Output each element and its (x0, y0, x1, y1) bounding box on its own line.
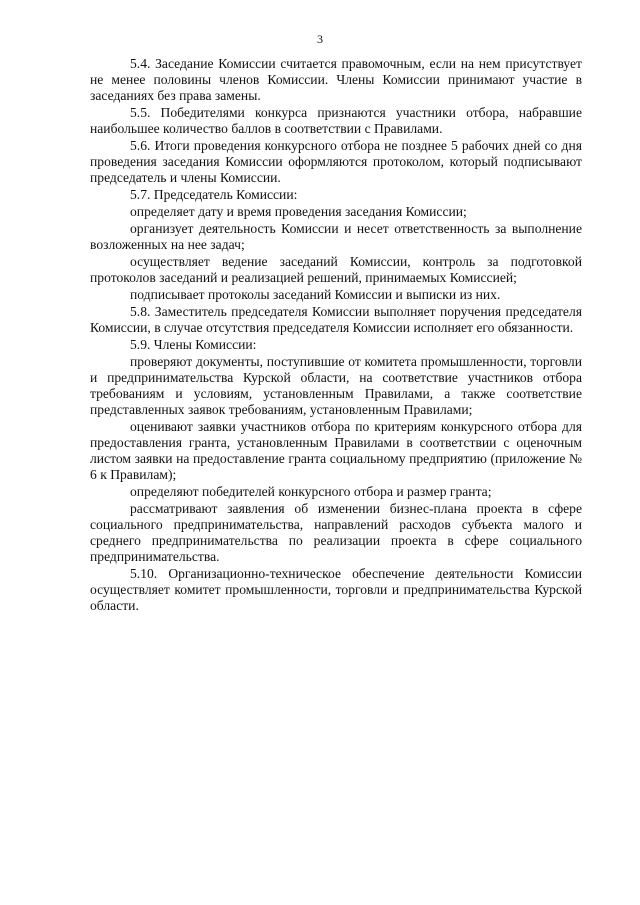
list-item-chair-conduct: осуществляет ведение заседаний Комиссии, контроль за подготовкой протоколов заседаний и реализацией решений, принимаемых Комиссией; (90, 254, 582, 285)
paragraph-5-5: 5.5. Победителями конкурса признаются участники отбора, набравшие наибольшее количество баллов в соответствии с Правилами. (90, 105, 582, 136)
list-item-members-review: рассматривают заявления об изменении бизнес-плана проекта в сфере социального предпринимательства, направлений расходов субъекта малого и среднего предпринимательства по реализации проекта в сфере социального предпринимательства. (90, 501, 582, 564)
paragraph-5-9: 5.9. Члены Комиссии: (130, 337, 257, 352)
list-item-chair-organize: организует деятельность Комиссии и несет ответственность за выполнение возложенных на нее задач; (90, 221, 582, 252)
paragraph-5-4: 5.4. Заседание Комиссии считается правомочным, если на нем присутствует не менее половины членов Комиссии. Члены Комиссии принимают участие в заседаниях без права замены. (90, 56, 582, 103)
paragraph-5-10: 5.10. Организационно-техническое обеспечение деятельности Комиссии осуществляет комитет промышленности, торговли и предпринимательства Курской области. (90, 566, 582, 613)
list-item-members-check: проверяют документы, поступившие от комитета промышленности, торговли и предпринимательства Курской области, на соответствие участников отбора требованиям и условиям, установленным Правилами, а также соответствие представленных заявок требованиям, установленным Правилами; (90, 354, 582, 417)
list-item-members-evaluate: оценивают заявки участников отбора по критериям конкурсного отбора для предоставления гранта, установленным Правилами в соответствии с оценочным листом заявки на предоставление гранта социальному предприятию (приложение № 6 к Правилам); (90, 419, 582, 482)
list-item-chair-date: определяет дату и время проведения заседания Комиссии; (130, 204, 467, 219)
list-item-chair-sign: подписывает протоколы заседаний Комиссии и выписки из них. (130, 287, 501, 302)
page-number: 3 (317, 32, 323, 46)
paragraph-5-8: 5.8. Заместитель председателя Комиссии выполняет поручения председателя Комиссии, в случае отсутствия председателя Комиссии исполняет его обязанности. (90, 304, 582, 335)
document-body (90, 56, 582, 615)
list-item-members-determine: определяют победителей конкурсного отбора и размер гранта; (130, 484, 492, 499)
paragraph-5-6: 5.6. Итоги проведения конкурсного отбора не позднее 5 рабочих дней со дня проведения заседания Комиссии оформляются протоколом, который подписывают председатель и члены Комиссии. (90, 138, 582, 185)
paragraph-5-7: 5.7. Председатель Комиссии: (130, 187, 298, 202)
